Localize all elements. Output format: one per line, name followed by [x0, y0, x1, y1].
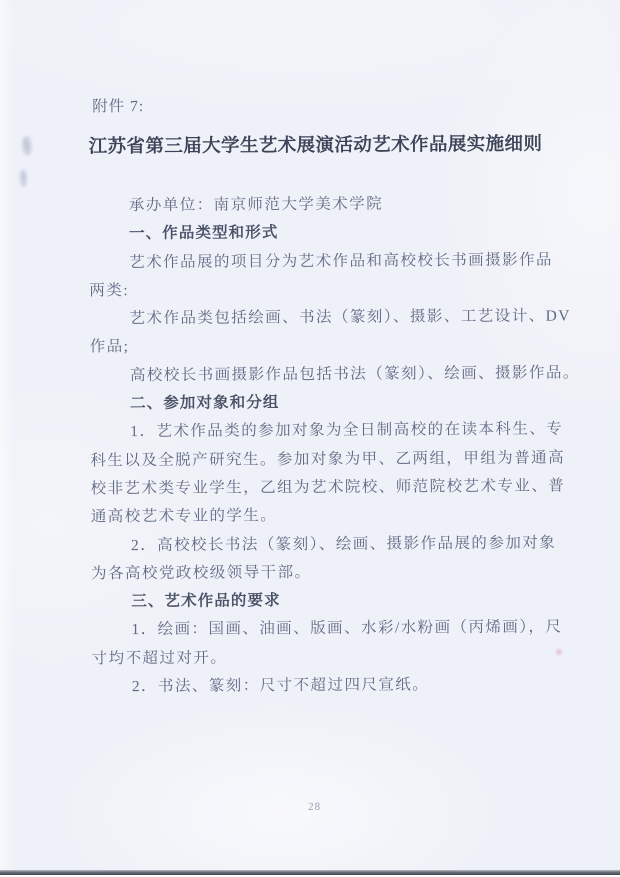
document-body [89, 190, 580, 702]
text-line: 一、作品类型和形式 [129, 224, 279, 243]
text-line: 两类: [89, 282, 130, 300]
text-line: 作品; [89, 338, 130, 356]
page-number: 28 [308, 800, 322, 814]
text-line: 高校校长书画摄影作品包括书法（篆刻）、绘画、摄影作品。 [129, 364, 580, 384]
text-line: 通高校艺术专业的学生。 [90, 507, 278, 526]
text-line: 校非艺术类专业学生，乙组为艺术院校、师范院校艺术专业、普 [90, 477, 566, 498]
text-line: 二、参加对象和分组 [130, 394, 280, 413]
scan-speck [556, 649, 562, 655]
scan-speck [18, 169, 29, 187]
text-line: 艺术作品展的项目分为艺术作品和高校校长书画摄影作品 [129, 251, 554, 271]
text-line: 科生以及全脱产研究生。参加对象为甲、乙两组，甲组为普通高 [90, 449, 566, 470]
text-line: 2．高校校长书法（篆刻）、绘画、摄影作品展的参加对象 [130, 534, 557, 554]
text-line: 艺术作品类包括绘画、书法（篆刻）、摄影、工艺设计、DV [129, 307, 571, 328]
text-line: 1．艺术作品类的参加对象为全日制高校的在读本科生、专 [130, 420, 564, 441]
text-line: 为各高校党政校级领导干部。 [91, 563, 312, 583]
text-line: 1．绘画：国画、油画、版画、水彩/水粉画（丙烯画），尺 [131, 618, 563, 639]
text-line: 三、艺术作品的要求 [131, 592, 281, 611]
scan-bottom-edge [0, 870, 620, 875]
attachment-label: 附件 7: [92, 98, 145, 116]
document-title: 江苏省第三届大学生艺术展演活动艺术作品展实施细则 [88, 132, 543, 157]
scan-speck [21, 136, 33, 156]
text-line: 寸均不超过对开。 [91, 649, 228, 668]
text-line: 承办单位：南京师范大学美术学院 [128, 195, 384, 215]
text-line: 2．书法、篆刻：尺寸不超过四尺宣纸。 [131, 676, 430, 696]
